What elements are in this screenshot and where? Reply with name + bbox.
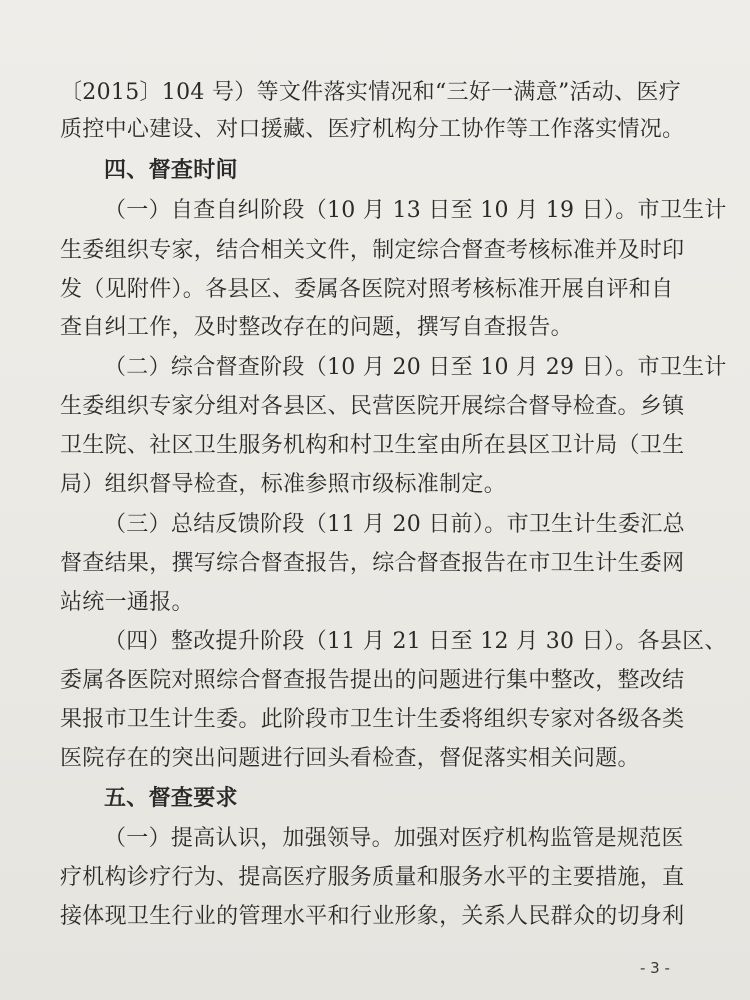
- body-line-12: （三）总结反馈阶段（11 月 20 日前）。市卫生计生委汇总: [104, 512, 685, 537]
- body-line-2: 质控中心建设、对口援藏、医疗机构分工协作等工作落实情况。: [60, 117, 685, 142]
- body-line-22: 接体现卫生行业的管理水平和行业形象，关系人民群众的切身利: [60, 904, 685, 929]
- body-line-18: 医院存在的突出问题进行回头看检查，督促落实相关问题。: [60, 746, 640, 771]
- body-line-17: 果报市卫生计生委。此阶段市卫生计生委将组织专家对各级各类: [60, 707, 685, 732]
- body-line-10: 卫生院、社区卫生服务机构和村卫生室由所在县区卫计局（卫生: [60, 433, 685, 458]
- section-heading-5: 五、督查要求: [104, 786, 238, 811]
- body-line-11: 局）组织督导检查，标准参照市级标准制定。: [60, 472, 507, 497]
- page-number: - 3 -: [640, 959, 670, 977]
- body-line-21: 疗机构诊疗行为、提高医疗服务质量和服务水平的主要措施，直: [60, 865, 685, 890]
- section-heading-4: 四、督查时间: [104, 158, 238, 183]
- body-line-4: （一）自查自纠阶段（10 月 13 日至 10 月 19 日）。市卫生计: [104, 198, 727, 223]
- body-line-13: 督查结果，撰写综合督查报告，综合督查报告在市卫生计生委网: [60, 551, 685, 576]
- body-line-14: 站统一通报。: [60, 590, 194, 615]
- body-line-8: （二）综合督查阶段（10 月 20 日至 10 月 29 日）。市卫生计: [104, 355, 727, 380]
- body-line-20: （一）提高认识，加强领导。加强对医疗机构监管是规范医: [104, 826, 684, 851]
- body-line-5: 生委组织专家，结合相关文件，制定综合督查考核标准并及时印: [60, 238, 685, 263]
- body-line-9: 生委组织专家分组对各县区、民营医院开展综合督导检查。乡镇: [60, 394, 685, 419]
- body-line-6: 发（见附件）。各县区、委属各医院对照考核标准开展自评和自: [60, 277, 674, 302]
- body-line-16: 委属各医院对照综合督查报告提出的问题进行集中整改，整改结: [60, 668, 685, 693]
- body-line-15: （四）整改提升阶段（11 月 21 日至 12 月 30 日）。各县区、: [104, 629, 727, 654]
- body-line-1: 〔2015〕104 号）等文件落实情况和“三好一满意”活动、医疗: [60, 80, 682, 105]
- body-line-7: 查自纠工作，及时整改存在的问题，撰写自查报告。: [60, 315, 573, 340]
